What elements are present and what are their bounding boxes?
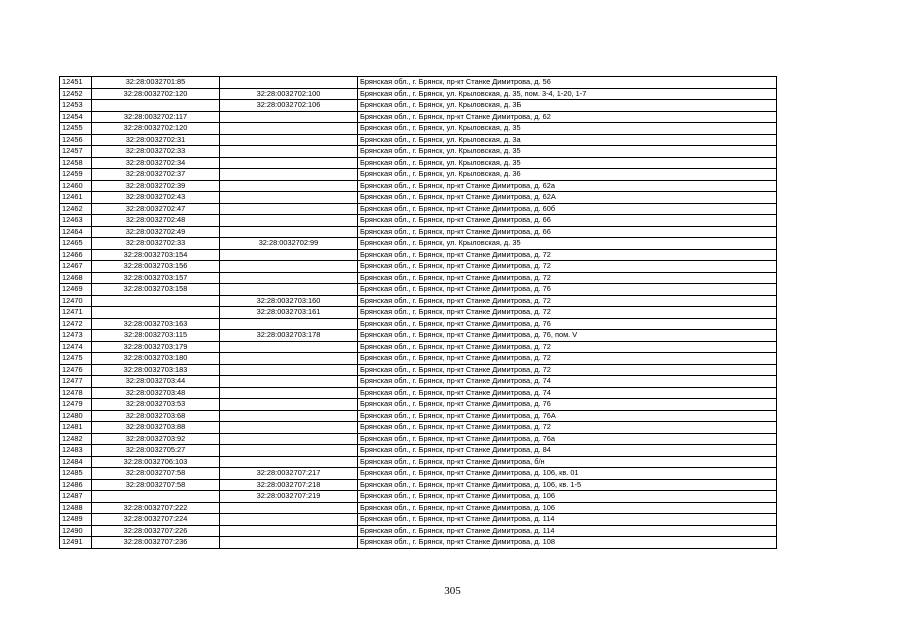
address-cell: Брянская обл., г. Брянск, пр-кт Станке Димитрова, д. 74 <box>358 376 777 388</box>
table-row <box>60 111 777 123</box>
table-row <box>60 123 777 135</box>
cadastral-number-cell: 32:28:0032703:180 <box>92 353 220 365</box>
address-cell: Брянская обл., г. Брянск, пр-кт Станке Димитрова, д. 76 <box>358 399 777 411</box>
previous-cadastral-number-cell: 32:28:0032707:218 <box>220 479 358 491</box>
table-row <box>60 77 777 89</box>
row-number-cell: 12452 <box>60 88 92 100</box>
address-cell: Брянская обл., г. Брянск, пр-кт Станке Димитрова, б/н <box>358 456 777 468</box>
table-row <box>60 88 777 100</box>
table-row <box>60 192 777 204</box>
row-number-cell: 12491 <box>60 537 92 549</box>
address-cell: Брянская обл., г. Брянск, пр-кт Станке Димитрова, д. 72 <box>358 249 777 261</box>
previous-cadastral-number-cell <box>220 180 358 192</box>
row-number-cell: 12469 <box>60 284 92 296</box>
address-cell: Брянская обл., г. Брянск, пр-кт Станке Димитрова, д. 74 <box>358 387 777 399</box>
cadastral-number-cell <box>92 491 220 503</box>
row-number-cell: 12477 <box>60 376 92 388</box>
cadastral-number-cell: 32:28:0032703:88 <box>92 422 220 434</box>
table-row <box>60 445 777 457</box>
row-number-cell: 12463 <box>60 215 92 227</box>
cadastral-number-cell: 32:28:0032703:156 <box>92 261 220 273</box>
address-cell: Брянская обл., г. Брянск, пр-кт Станке Димитрова, д. 72 <box>358 364 777 376</box>
row-number-cell: 12466 <box>60 249 92 261</box>
row-number-cell: 12478 <box>60 387 92 399</box>
row-number-cell: 12473 <box>60 330 92 342</box>
address-cell: Брянская обл., г. Брянск, пр-кт Станке Димитрова, д. 108 <box>358 537 777 549</box>
previous-cadastral-number-cell <box>220 410 358 422</box>
address-cell: Брянская обл., г. Брянск, ул. Крыловская, д. 35 <box>358 123 777 135</box>
row-number-cell: 12464 <box>60 226 92 238</box>
cadastral-number-cell: 32:28:0032703:48 <box>92 387 220 399</box>
cadastral-number-cell: 32:28:0032703:183 <box>92 364 220 376</box>
table-row <box>60 353 777 365</box>
table-row <box>60 364 777 376</box>
cadastral-number-cell: 32:28:0032707:222 <box>92 502 220 514</box>
row-number-cell: 12490 <box>60 525 92 537</box>
row-number-cell: 12460 <box>60 180 92 192</box>
table-row <box>60 468 777 480</box>
address-cell: Брянская обл., г. Брянск, пр-кт Станке Димитрова, д. 76А <box>358 410 777 422</box>
row-number-cell: 12481 <box>60 422 92 434</box>
row-number-cell: 12476 <box>60 364 92 376</box>
previous-cadastral-number-cell <box>220 364 358 376</box>
previous-cadastral-number-cell: 32:28:0032702:106 <box>220 100 358 112</box>
table-row <box>60 341 777 353</box>
table-row <box>60 307 777 319</box>
previous-cadastral-number-cell <box>220 134 358 146</box>
cadastral-number-cell: 32:28:0032702:43 <box>92 192 220 204</box>
row-number-cell: 12462 <box>60 203 92 215</box>
table-row <box>60 295 777 307</box>
cadastral-number-cell: 32:28:0032707:58 <box>92 479 220 491</box>
cadastral-number-cell <box>92 295 220 307</box>
table-row <box>60 399 777 411</box>
address-cell: Брянская обл., г. Брянск, ул. Крыловская, д. 3а <box>358 134 777 146</box>
registry-table <box>59 76 777 549</box>
table-row <box>60 387 777 399</box>
cadastral-number-cell: 32:28:0032702:117 <box>92 111 220 123</box>
row-number-cell: 12454 <box>60 111 92 123</box>
previous-cadastral-number-cell <box>220 422 358 434</box>
table-row <box>60 169 777 181</box>
address-cell: Брянская обл., г. Брянск, пр-кт Станке Димитрова, д. 66 <box>358 226 777 238</box>
previous-cadastral-number-cell <box>220 502 358 514</box>
address-cell: Брянская обл., г. Брянск, пр-кт Станке Димитрова, д. 106 <box>358 502 777 514</box>
row-number-cell: 12461 <box>60 192 92 204</box>
previous-cadastral-number-cell <box>220 146 358 158</box>
cadastral-number-cell: 32:28:0032701:85 <box>92 77 220 89</box>
cadastral-number-cell: 32:28:0032703:158 <box>92 284 220 296</box>
table-row <box>60 514 777 526</box>
cadastral-number-cell: 32:28:0032706:103 <box>92 456 220 468</box>
previous-cadastral-number-cell: 32:28:0032703:161 <box>220 307 358 319</box>
previous-cadastral-number-cell <box>220 169 358 181</box>
row-number-cell: 12470 <box>60 295 92 307</box>
previous-cadastral-number-cell: 32:28:0032702:100 <box>220 88 358 100</box>
address-cell: Брянская обл., г. Брянск, пр-кт Станке Димитрова, д. 62 <box>358 111 777 123</box>
row-number-cell: 12483 <box>60 445 92 457</box>
address-cell: Брянская обл., г. Брянск, пр-кт Станке Димитрова, д. 60б <box>358 203 777 215</box>
row-number-cell: 12455 <box>60 123 92 135</box>
table-row <box>60 261 777 273</box>
table-row <box>60 180 777 192</box>
address-cell: Брянская обл., г. Брянск, пр-кт Станке Димитрова, д. 72 <box>358 272 777 284</box>
previous-cadastral-number-cell: 32:28:0032702:99 <box>220 238 358 250</box>
table-row <box>60 284 777 296</box>
table-row <box>60 456 777 468</box>
row-number-cell: 12474 <box>60 341 92 353</box>
row-number-cell: 12482 <box>60 433 92 445</box>
address-cell: Брянская обл., г. Брянск, пр-кт Станке Димитрова, д. 114 <box>358 525 777 537</box>
address-cell: Брянская обл., г. Брянск, пр-кт Станке Димитрова, д. 72 <box>358 341 777 353</box>
address-cell: Брянская обл., г. Брянск, пр-кт Станке Димитрова, д. 76, пом. V <box>358 330 777 342</box>
address-cell: Брянская обл., г. Брянск, ул. Крыловская, д. 35 <box>358 146 777 158</box>
table-row <box>60 422 777 434</box>
row-number-cell: 12475 <box>60 353 92 365</box>
cadastral-number-cell: 32:28:0032702:33 <box>92 238 220 250</box>
cadastral-number-cell: 32:28:0032707:224 <box>92 514 220 526</box>
address-cell: Брянская обл., г. Брянск, пр-кт Станке Димитрова, д. 72 <box>358 422 777 434</box>
row-number-cell: 12479 <box>60 399 92 411</box>
table-row <box>60 410 777 422</box>
cadastral-number-cell: 32:28:0032705:27 <box>92 445 220 457</box>
table-row <box>60 537 777 549</box>
previous-cadastral-number-cell <box>220 203 358 215</box>
address-cell: Брянская обл., г. Брянск, пр-кт Станке Димитрова, д. 106, кв. 01 <box>358 468 777 480</box>
previous-cadastral-number-cell: 32:28:0032703:160 <box>220 295 358 307</box>
table-row <box>60 249 777 261</box>
previous-cadastral-number-cell <box>220 272 358 284</box>
row-number-cell: 12486 <box>60 479 92 491</box>
previous-cadastral-number-cell <box>220 226 358 238</box>
row-number-cell: 12468 <box>60 272 92 284</box>
previous-cadastral-number-cell <box>220 261 358 273</box>
previous-cadastral-number-cell <box>220 111 358 123</box>
address-cell: Брянская обл., г. Брянск, пр-кт Станке Димитрова, д. 72 <box>358 353 777 365</box>
previous-cadastral-number-cell <box>220 77 358 89</box>
cadastral-number-cell: 32:28:0032703:163 <box>92 318 220 330</box>
cadastral-number-cell: 32:28:0032703:115 <box>92 330 220 342</box>
row-number-cell: 12451 <box>60 77 92 89</box>
address-cell: Брянская обл., г. Брянск, пр-кт Станке Димитрова, д. 114 <box>358 514 777 526</box>
previous-cadastral-number-cell <box>220 387 358 399</box>
cadastral-number-cell: 32:28:0032703:92 <box>92 433 220 445</box>
previous-cadastral-number-cell <box>220 445 358 457</box>
previous-cadastral-number-cell <box>220 318 358 330</box>
address-cell: Брянская обл., г. Брянск, пр-кт Станке Димитрова, д. 106 <box>358 491 777 503</box>
address-cell: Брянская обл., г. Брянск, ул. Крыловская, д. 3Б <box>358 100 777 112</box>
cadastral-number-cell: 32:28:0032702:33 <box>92 146 220 158</box>
table-row <box>60 525 777 537</box>
row-number-cell: 12459 <box>60 169 92 181</box>
table-row <box>60 146 777 158</box>
previous-cadastral-number-cell: 32:28:0032707:219 <box>220 491 358 503</box>
cadastral-number-cell: 32:28:0032703:44 <box>92 376 220 388</box>
address-cell: Брянская обл., г. Брянск, пр-кт Станке Димитрова, д. 76а <box>358 433 777 445</box>
row-number-cell: 12465 <box>60 238 92 250</box>
row-number-cell: 12480 <box>60 410 92 422</box>
row-number-cell: 12458 <box>60 157 92 169</box>
cadastral-number-cell: 32:28:0032703:154 <box>92 249 220 261</box>
address-cell: Брянская обл., г. Брянск, пр-кт Станке Димитрова, д. 72 <box>358 295 777 307</box>
cadastral-number-cell: 32:28:0032707:58 <box>92 468 220 480</box>
row-number-cell: 12489 <box>60 514 92 526</box>
previous-cadastral-number-cell <box>220 456 358 468</box>
cadastral-number-cell: 32:28:0032702:49 <box>92 226 220 238</box>
table-row <box>60 479 777 491</box>
cadastral-number-cell: 32:28:0032703:157 <box>92 272 220 284</box>
previous-cadastral-number-cell <box>220 399 358 411</box>
previous-cadastral-number-cell <box>220 376 358 388</box>
cadastral-number-cell <box>92 100 220 112</box>
cadastral-number-cell <box>92 307 220 319</box>
previous-cadastral-number-cell: 32:28:0032703:178 <box>220 330 358 342</box>
row-number-cell: 12484 <box>60 456 92 468</box>
table-row <box>60 433 777 445</box>
row-number-cell: 12485 <box>60 468 92 480</box>
table-row <box>60 203 777 215</box>
cadastral-number-cell: 32:28:0032707:236 <box>92 537 220 549</box>
cadastral-number-cell: 32:28:0032702:120 <box>92 88 220 100</box>
address-cell: Брянская обл., г. Брянск, ул. Крыловская, д. 35, пом. 3-4, 1-20, 1-7 <box>358 88 777 100</box>
cadastral-number-cell: 32:28:0032702:120 <box>92 123 220 135</box>
address-cell: Брянская обл., г. Брянск, пр-кт Станке Димитрова, д. 84 <box>358 445 777 457</box>
previous-cadastral-number-cell <box>220 284 358 296</box>
previous-cadastral-number-cell: 32:28:0032707:217 <box>220 468 358 480</box>
registry-table-body <box>60 77 777 549</box>
address-cell: Брянская обл., г. Брянск, ул. Крыловская, д. 36 <box>358 169 777 181</box>
cadastral-number-cell: 32:28:0032702:31 <box>92 134 220 146</box>
address-cell: Брянская обл., г. Брянск, пр-кт Станке Димитрова, д. 76 <box>358 284 777 296</box>
row-number-cell: 12471 <box>60 307 92 319</box>
row-number-cell: 12457 <box>60 146 92 158</box>
previous-cadastral-number-cell <box>220 157 358 169</box>
address-cell: Брянская обл., г. Брянск, ул. Крыловская, д. 35 <box>358 238 777 250</box>
address-cell: Брянская обл., г. Брянск, ул. Крыловская, д. 35 <box>358 157 777 169</box>
cadastral-number-cell: 32:28:0032702:48 <box>92 215 220 227</box>
table-row <box>60 226 777 238</box>
row-number-cell: 12487 <box>60 491 92 503</box>
address-cell: Брянская обл., г. Брянск, пр-кт Станке Димитрова, д. 76 <box>358 318 777 330</box>
previous-cadastral-number-cell <box>220 341 358 353</box>
previous-cadastral-number-cell <box>220 353 358 365</box>
table-row <box>60 318 777 330</box>
page-number: 305 <box>444 585 461 597</box>
table-row <box>60 215 777 227</box>
previous-cadastral-number-cell <box>220 525 358 537</box>
previous-cadastral-number-cell <box>220 249 358 261</box>
table-row <box>60 330 777 342</box>
previous-cadastral-number-cell <box>220 514 358 526</box>
table-row <box>60 272 777 284</box>
cadastral-number-cell: 32:28:0032703:53 <box>92 399 220 411</box>
row-number-cell: 12467 <box>60 261 92 273</box>
previous-cadastral-number-cell <box>220 123 358 135</box>
address-cell: Брянская обл., г. Брянск, пр-кт Станке Димитрова, д. 62А <box>358 192 777 204</box>
cadastral-number-cell: 32:28:0032702:47 <box>92 203 220 215</box>
address-cell: Брянская обл., г. Брянск, пр-кт Станке Димитрова, д. 66 <box>358 215 777 227</box>
row-number-cell: 12472 <box>60 318 92 330</box>
address-cell: Брянская обл., г. Брянск, пр-кт Станке Димитрова, д. 56 <box>358 77 777 89</box>
previous-cadastral-number-cell <box>220 433 358 445</box>
table-row <box>60 100 777 112</box>
address-cell: Брянская обл., г. Брянск, пр-кт Станке Димитрова, д. 72 <box>358 261 777 273</box>
row-number-cell: 12456 <box>60 134 92 146</box>
previous-cadastral-number-cell <box>220 192 358 204</box>
previous-cadastral-number-cell <box>220 215 358 227</box>
cadastral-number-cell: 32:28:0032703:179 <box>92 341 220 353</box>
address-cell: Брянская обл., г. Брянск, пр-кт Станке Димитрова, д. 62а <box>358 180 777 192</box>
table-row <box>60 157 777 169</box>
previous-cadastral-number-cell <box>220 537 358 549</box>
address-cell: Брянская обл., г. Брянск, пр-кт Станке Димитрова, д. 72 <box>358 307 777 319</box>
table-row <box>60 238 777 250</box>
cadastral-number-cell: 32:28:0032703:68 <box>92 410 220 422</box>
cadastral-number-cell: 32:28:0032702:39 <box>92 180 220 192</box>
cadastral-number-cell: 32:28:0032702:34 <box>92 157 220 169</box>
table-row <box>60 502 777 514</box>
address-cell: Брянская обл., г. Брянск, пр-кт Станке Димитрова, д. 106, кв. 1-5 <box>358 479 777 491</box>
table-row <box>60 491 777 503</box>
row-number-cell: 12453 <box>60 100 92 112</box>
cadastral-number-cell: 32:28:0032702:37 <box>92 169 220 181</box>
row-number-cell: 12488 <box>60 502 92 514</box>
table-row <box>60 376 777 388</box>
cadastral-number-cell: 32:28:0032707:226 <box>92 525 220 537</box>
table-row <box>60 134 777 146</box>
